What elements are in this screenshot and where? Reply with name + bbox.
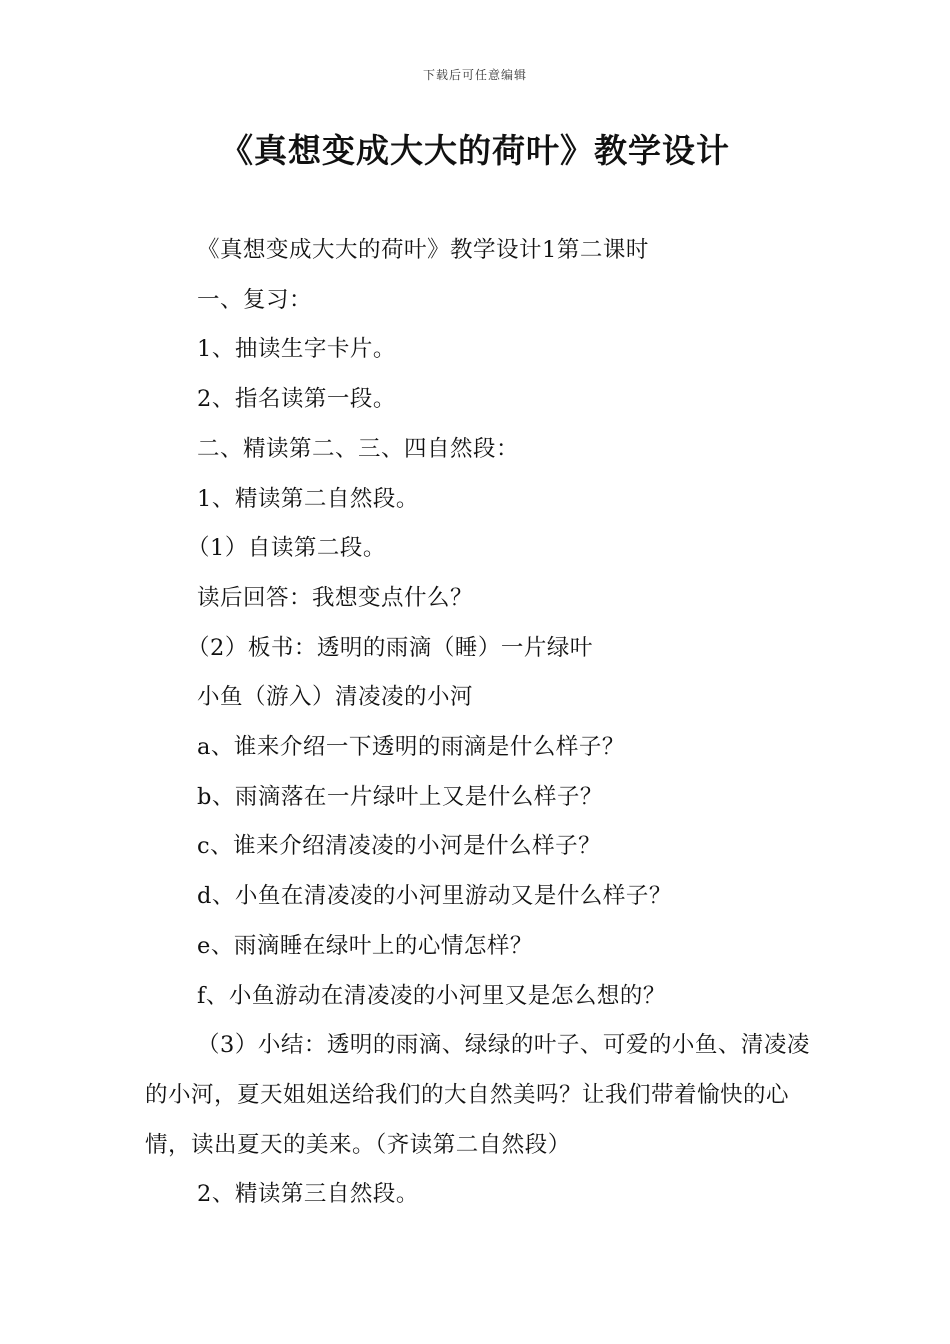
list-item: （2）板书：透明的雨滴（睡）一片绿叶 — [187, 634, 593, 661]
question-item: c、谁来介绍清凌凌的小河是什么样子？ — [197, 833, 602, 860]
question-item: a、谁来介绍一下透明的雨滴是什么样子？ — [197, 734, 625, 761]
list-item: 2、指名读第一段。 — [197, 386, 396, 413]
question-item: e、雨滴睡在绿叶上的心情怎样？ — [197, 932, 533, 959]
text-line: 小鱼（游入）清凌凌的小河 — [197, 684, 474, 711]
summary-paragraph: （3）小结：透明的雨滴、绿绿的叶子、可爱的小鱼、清凌凌的小河，夏天姐姐送给我们的大自然美吗？让我们带着愉快的心情，读出夏天的美来。（齐读第二自然段） — [145, 1032, 810, 1158]
text-line: 读后回答：我想变点什么？ — [197, 584, 474, 611]
header-note: 下载后可任意编辑 — [422, 68, 527, 82]
section-heading: 一、复习： — [197, 286, 313, 313]
document-title: 《真想变成大大的荷叶》教学设计 — [220, 131, 730, 170]
subtitle-line: 《真想变成大大的荷叶》教学设计1第二课时 — [197, 237, 649, 263]
question-item: d、小鱼在清凌凌的小河里游动又是什么样子？ — [197, 883, 672, 910]
document-body — [145, 226, 810, 1220]
list-item: 2、精读第三自然段。 — [197, 1181, 419, 1208]
question-item: b、雨滴落在一片绿叶上又是什么样子？ — [197, 783, 603, 810]
question-item: f、小鱼游动在清凌凌的小河里又是怎么想的？ — [197, 982, 666, 1009]
list-item: 1、精读第二自然段。 — [197, 485, 419, 512]
section-heading: 二、精读第二、三、四自然段： — [197, 435, 520, 462]
list-item: （1）自读第二段。 — [187, 535, 386, 562]
list-item: 1、抽读生字卡片。 — [197, 336, 396, 363]
